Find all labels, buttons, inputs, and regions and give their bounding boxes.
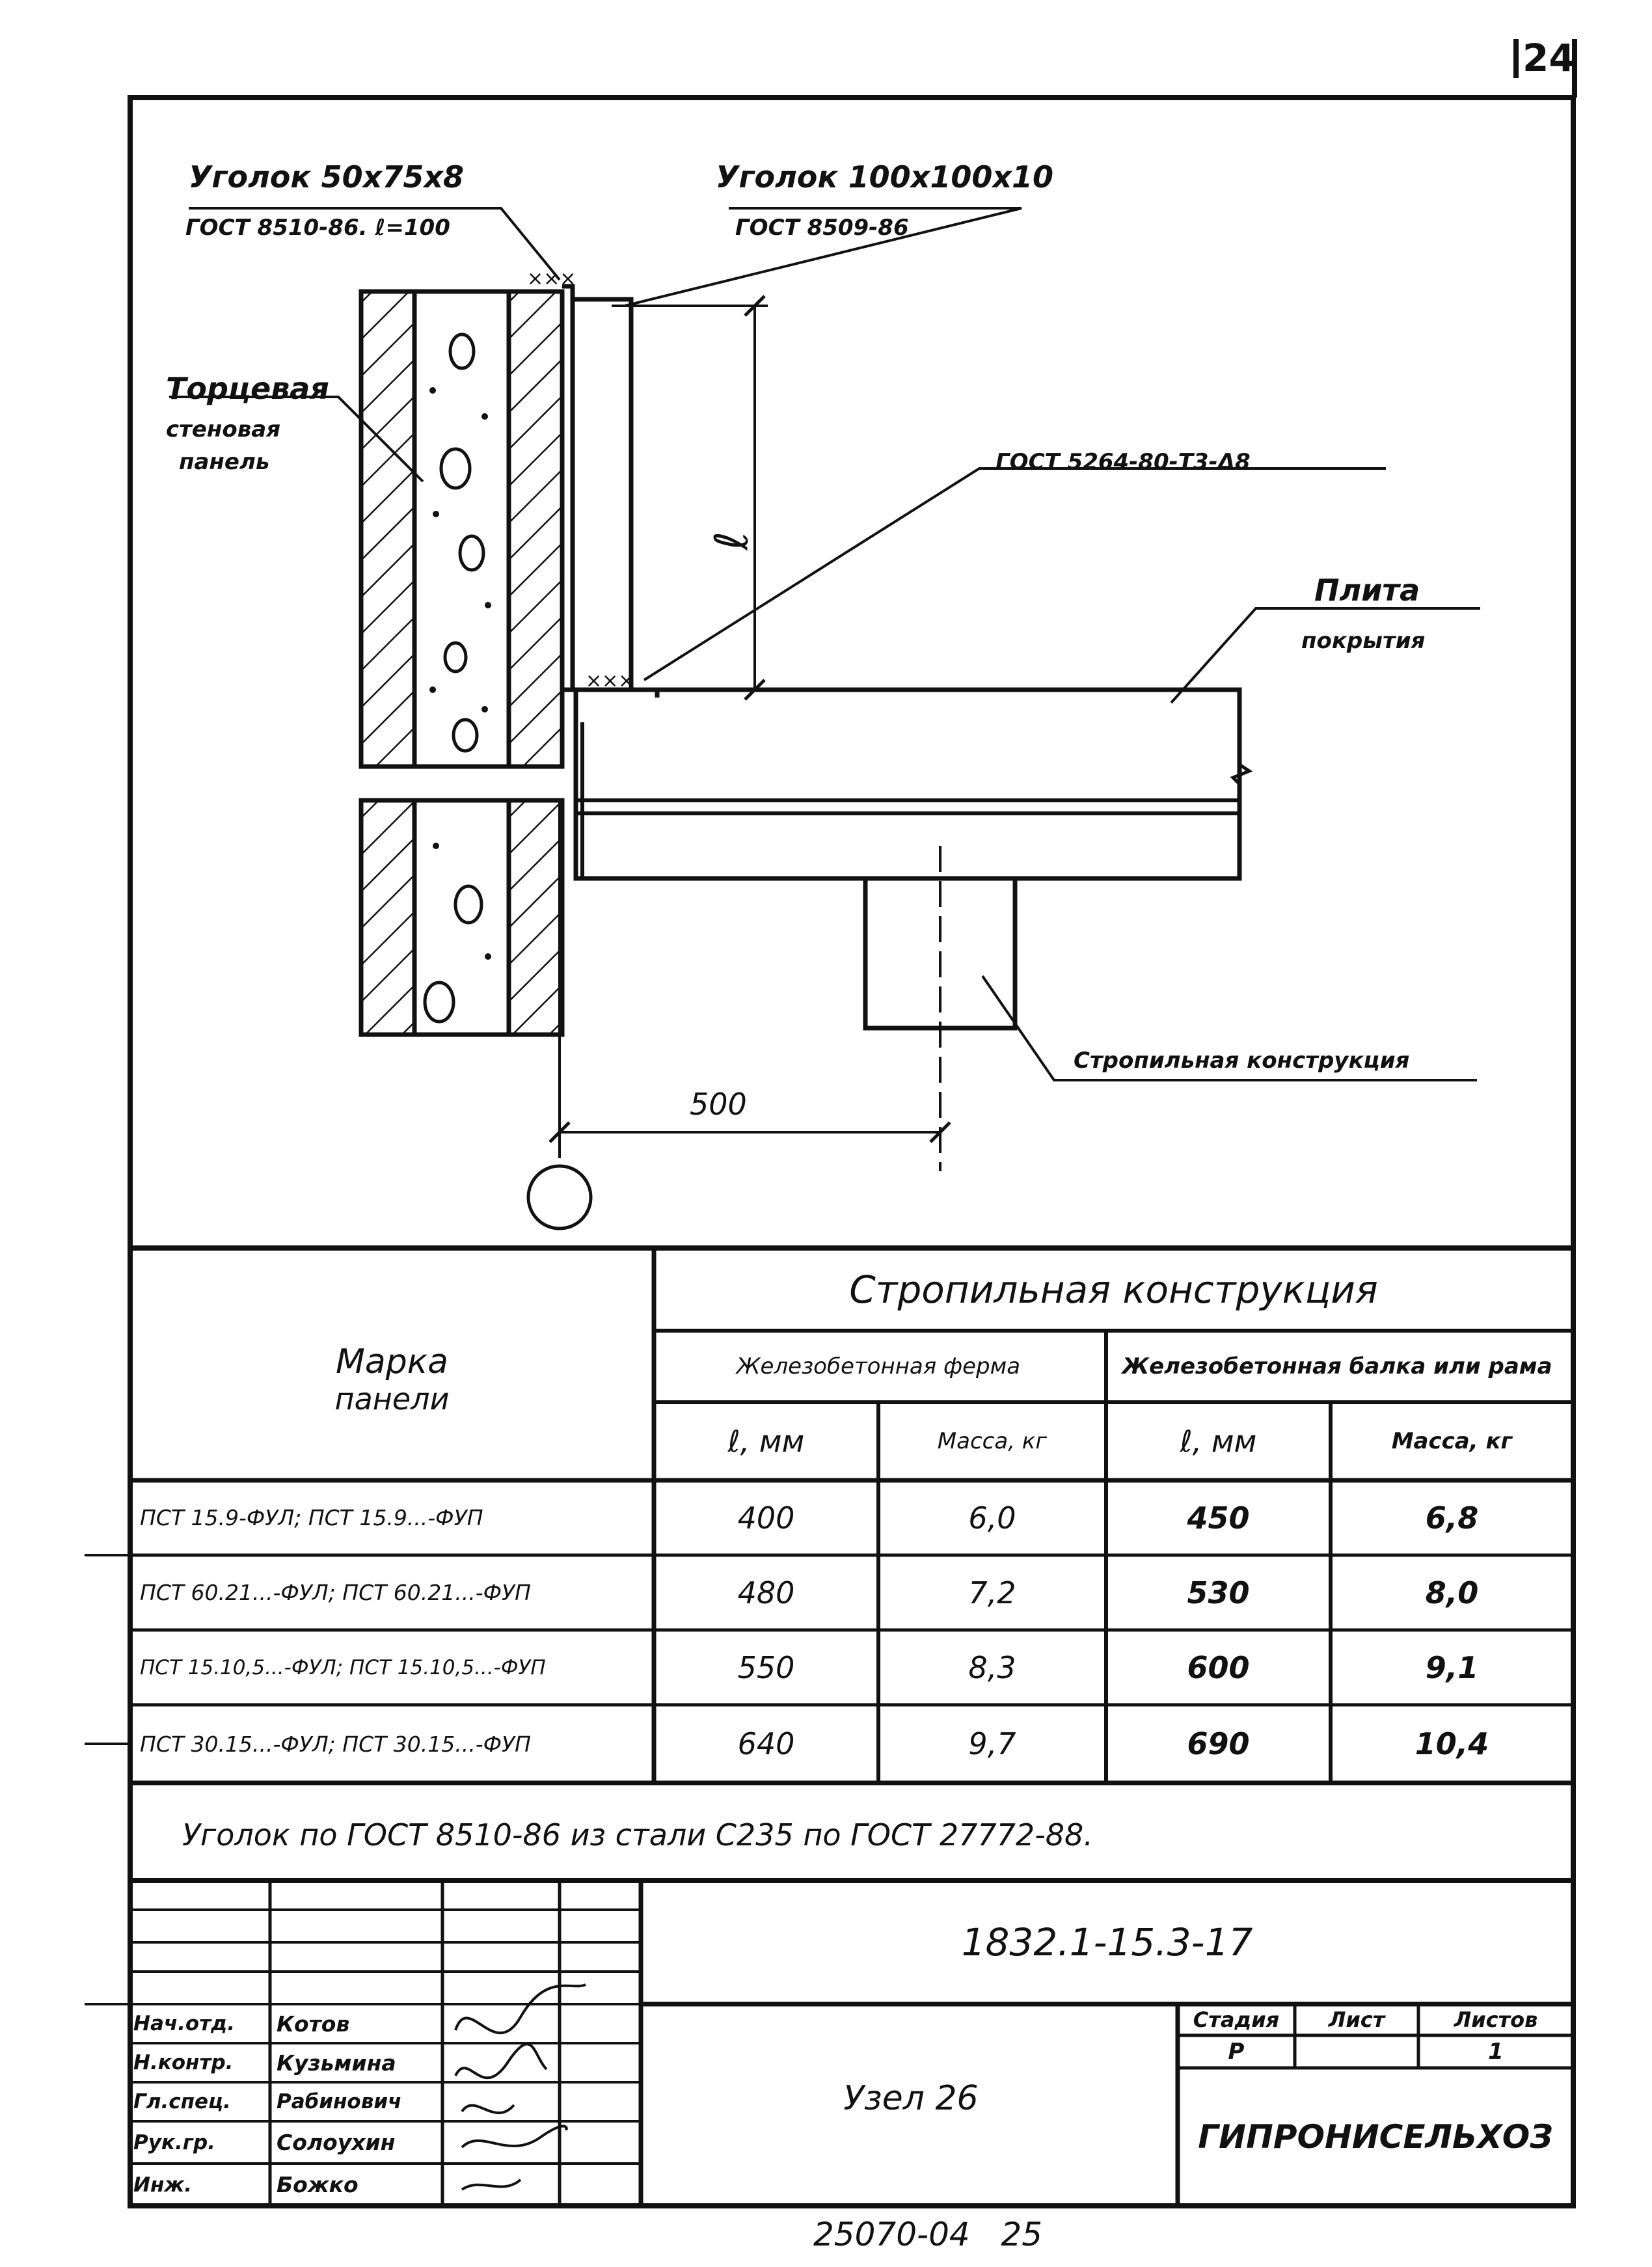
row2-e2: 530 bbox=[1187, 1575, 1250, 1610]
role-5: Инж. bbox=[133, 2173, 192, 2197]
weld-note: ГОСТ 5264-80-Т3-Δ8 bbox=[995, 449, 1251, 475]
upper-wall-panel bbox=[361, 292, 562, 767]
slab-line2: покрытия bbox=[1301, 628, 1426, 654]
bottom-number: 25070-04 25 bbox=[813, 2216, 1043, 2253]
callout-large-angle-line1: Уголок 100х100х10 bbox=[716, 159, 1054, 195]
dimension-e-label: ℓ bbox=[705, 531, 759, 550]
row4-m1: 9,7 bbox=[968, 1726, 1016, 1761]
name-3: Рабинович bbox=[277, 2090, 402, 2113]
sheet-label: Лист bbox=[1328, 2007, 1385, 2032]
col-e1: ℓ, мм bbox=[727, 1424, 805, 1459]
svg-text:×××: ××× bbox=[586, 670, 635, 692]
row3-e1: 550 bbox=[737, 1649, 795, 1685]
col-mark-line2: панели bbox=[334, 1381, 450, 1417]
signatures-ink bbox=[455, 1985, 586, 2190]
end-panel-line1: Торцевая bbox=[166, 371, 329, 406]
sheets-label: Листов bbox=[1454, 2007, 1538, 2032]
dimension-500-label: 500 bbox=[690, 1087, 747, 1122]
row4-e1: 640 bbox=[737, 1726, 795, 1761]
dimension-500 bbox=[550, 1122, 950, 1142]
row2-mark: ПСТ 60.21...-ФУЛ; ПСТ 60.21...-ФУП bbox=[140, 1580, 531, 1605]
sheets-value: 1 bbox=[1488, 2039, 1504, 2065]
role-2: Н.контр. bbox=[133, 2051, 234, 2074]
row1-e1: 400 bbox=[737, 1500, 795, 1536]
row2-m2: 8,0 bbox=[1425, 1575, 1479, 1610]
col-m1: Масса, кг bbox=[937, 1428, 1048, 1454]
sub-header-truss: Железобетонная ферма bbox=[736, 1353, 1021, 1379]
truss-label: Стропильная конструкция bbox=[1074, 1048, 1410, 1074]
axis-bubble bbox=[528, 1166, 591, 1229]
col-e2: ℓ, мм bbox=[1180, 1424, 1257, 1459]
slab-line1: Плита bbox=[1314, 573, 1420, 608]
header-group: Стропильная конструкция bbox=[849, 1267, 1378, 1312]
steel-note: Уголок по ГОСТ 8510-86 из стали С235 по ГОСТ 27772-88. bbox=[182, 1817, 1093, 1853]
dimension-e bbox=[612, 296, 768, 699]
row2-m1: 7,2 bbox=[968, 1575, 1016, 1610]
row1-e2: 450 bbox=[1187, 1500, 1250, 1536]
sheet-value bbox=[1295, 2035, 1418, 2068]
callout-large-angle-line2: ГОСТ 8509-86 bbox=[735, 215, 909, 241]
name-4: Солоухин bbox=[277, 2130, 396, 2155]
row4-mark: ПСТ 30.15...-ФУЛ; ПСТ 30.15...-ФУП bbox=[140, 1731, 531, 1757]
name-2: Кузьмина bbox=[277, 2050, 396, 2076]
lower-wall-panel bbox=[361, 800, 562, 1035]
row1-mark: ПСТ 15.9-ФУЛ; ПСТ 15.9...-ФУП bbox=[140, 1505, 483, 1530]
role-3: Гл.спец. bbox=[133, 2090, 231, 2113]
designation: 1832.1-15.3-17 bbox=[961, 1920, 1253, 1964]
sheet-title: Узел 26 bbox=[843, 2079, 979, 2118]
row3-e2: 600 bbox=[1187, 1649, 1250, 1685]
callout-small-angle-line2: ГОСТ 8510-86. ℓ=100 bbox=[185, 215, 450, 241]
row1-m1: 6,0 bbox=[968, 1500, 1016, 1536]
row3-mark: ПСТ 15.10,5...-ФУЛ; ПСТ 15.10,5...-ФУП bbox=[140, 1655, 546, 1679]
row3-m2: 9,1 bbox=[1425, 1649, 1479, 1685]
roof-slab bbox=[576, 690, 1249, 878]
stage-label: Стадия bbox=[1193, 2007, 1280, 2032]
row4-m2: 10,4 bbox=[1415, 1726, 1489, 1761]
row4-e2: 690 bbox=[1187, 1726, 1250, 1761]
svg-text:×××: ××× bbox=[527, 267, 576, 290]
name-5: Божко bbox=[277, 2172, 359, 2197]
col-mark-header bbox=[130, 1327, 654, 1432]
page-number: 24 bbox=[1523, 36, 1575, 80]
row1-m2: 6,8 bbox=[1425, 1500, 1479, 1536]
col-mark-line1: Марка bbox=[335, 1342, 448, 1381]
col-m2: Масса, кг bbox=[1391, 1428, 1513, 1454]
role-4: Рук.гр. bbox=[133, 2130, 215, 2154]
truss-support bbox=[865, 846, 1015, 1171]
stage-value: Р bbox=[1228, 2039, 1245, 2065]
name-1: Котов bbox=[277, 2011, 350, 2037]
organization: ГИПРОНИСЕЛЬХОЗ bbox=[1198, 2118, 1553, 2156]
end-panel-line2: стеновая bbox=[166, 416, 281, 442]
end-panel-line3: панель bbox=[179, 449, 270, 475]
role-1: Нач.отд. bbox=[133, 2012, 235, 2035]
row2-e1: 480 bbox=[737, 1575, 795, 1610]
sub-header-beam: Железобетонная балка или рама bbox=[1122, 1353, 1552, 1379]
callout-small-angle-line1: Уголок 50х75х8 bbox=[189, 159, 465, 195]
row3-m1: 8,3 bbox=[968, 1649, 1016, 1685]
